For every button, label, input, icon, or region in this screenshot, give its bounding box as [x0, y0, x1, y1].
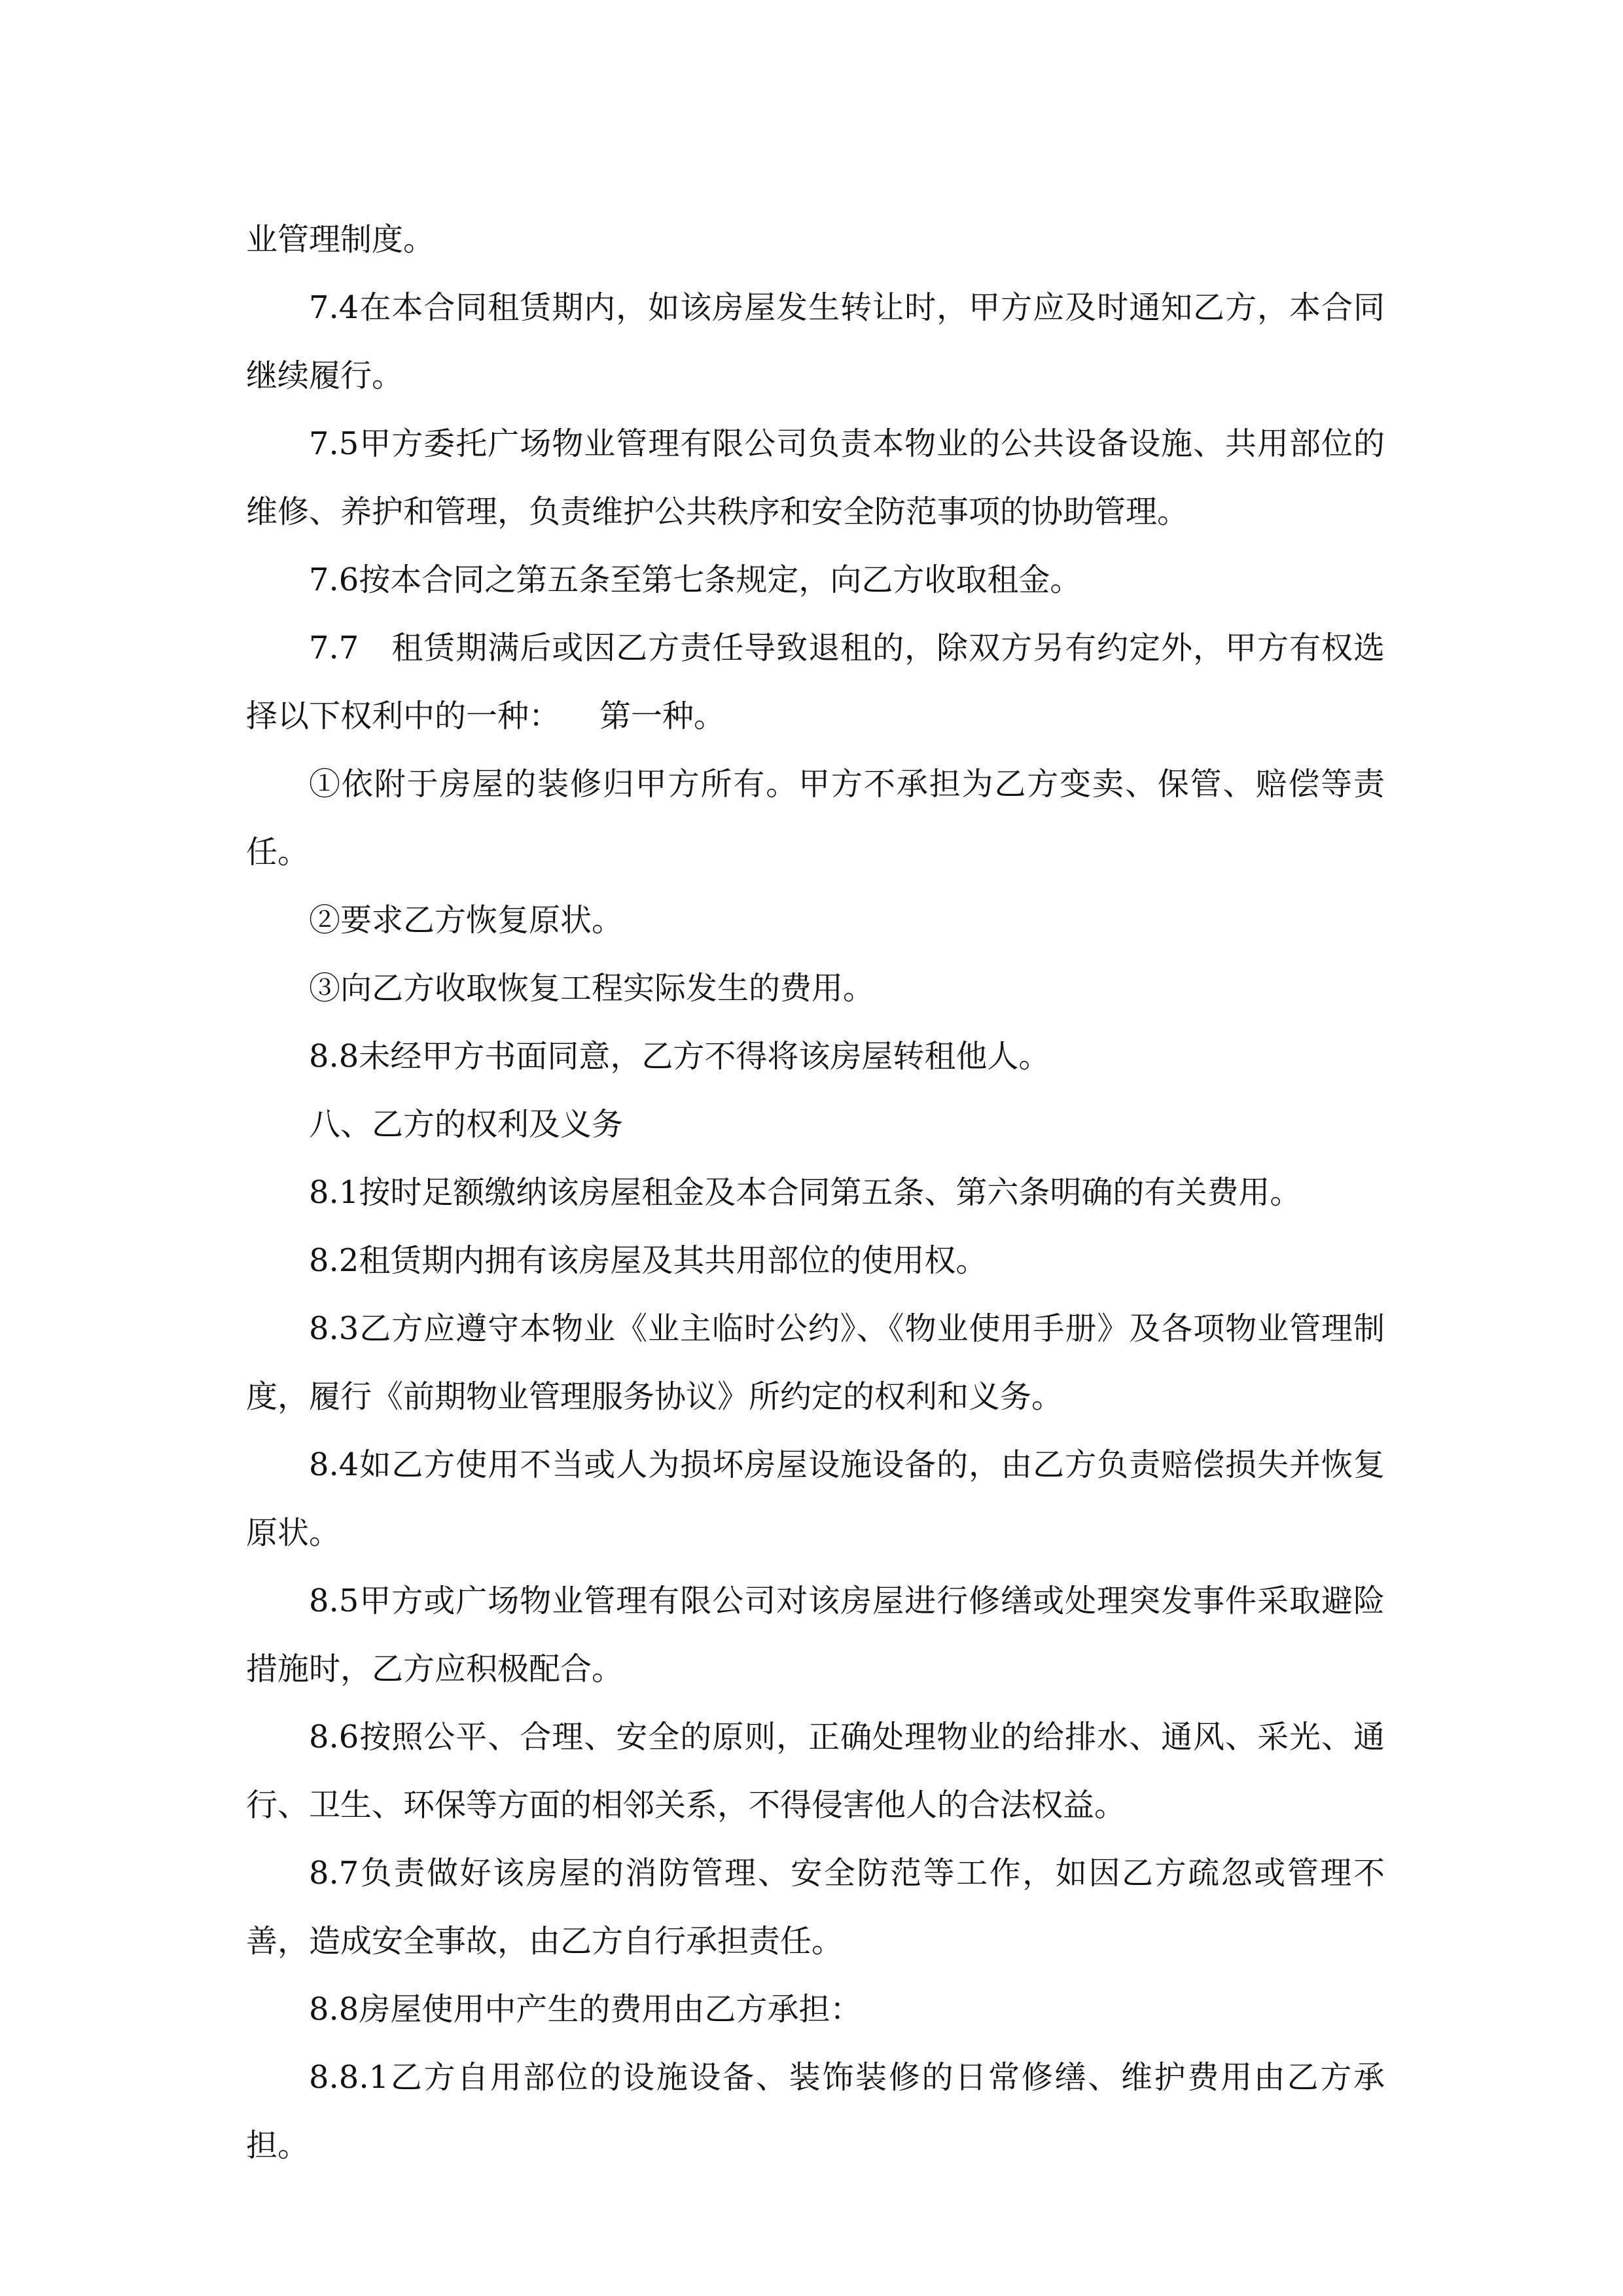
option-1: ①依附于房屋的装修归甲方所有。甲方不承担为乙方变卖、保管、赔偿等责任。: [246, 766, 1385, 870]
clause-8-4: 8.4如乙方使用不当或人为损坏房屋设施设备的，由乙方负责赔偿损失并恢复原状。: [246, 1446, 1385, 1551]
clause-7-6: 7.6按本合同之第五条至第七条规定，向乙方收取租金。: [309, 562, 1082, 598]
clause-8-5: 8.5甲方或广场物业管理有限公司对该房屋进行修缮或处理突发事件采取避险措施时，乙方应积极配合。: [246, 1583, 1385, 1687]
section-heading-8: 八、乙方的权利及义务: [309, 1106, 624, 1143]
contract-body: [246, 206, 1385, 2179]
clause-7-7-text: 7.7 租赁期满后或因乙方责任导致退租的，除双方另有约定外，甲方有权选择以下权利中的一种：: [246, 630, 1385, 734]
clause-8-8: 8.8房屋使用中产生的费用由乙方承担：: [309, 1991, 862, 2028]
clause-8-1: 8.1按时足额缴纳该房屋租金及本合同第五条、第六条明确的有关费用。: [309, 1174, 1302, 1211]
clause-8-2: 8.2租赁期内拥有该房屋及其共用部位的使用权。: [309, 1242, 988, 1279]
clause-8-3: 8.3乙方应遵守本物业《业主临时公约》、《物业使用手册》及各项物业管理制度，履行《前期物业管理服务协议》所约定的权利和义务。: [246, 1310, 1385, 1415]
clause-8-7: 8.7负责做好该房屋的消防管理、安全防范等工作，如因乙方疏忽或管理不善，造成安全事故，由乙方自行承担责任。: [246, 1855, 1385, 1960]
clause-7-7: [246, 614, 1385, 750]
paragraph-continuation: 业管理制度。: [246, 221, 435, 258]
clause-8-8-1: 8.8.1乙方自用部位的设施设备、装饰装修的日常修缮、维护费用由乙方承担。: [246, 2059, 1385, 2164]
clause-8-8-sublet: 8.8未经甲方书面同意，乙方不得将该房屋转租他人。: [309, 1038, 1050, 1075]
option-3: ③向乙方收取恢复工程实际发生的费用。: [309, 970, 875, 1007]
clause-8-6: 8.6按照公平、合理、安全的原则，正确处理物业的给排水、通风、采光、通行、卫生、环保等方面的相邻关系，不得侵害他人的合法权益。: [246, 1719, 1385, 1823]
clause-7-5: 7.5甲方委托广场物业管理有限公司负责本物业的公共设备设施、共用部位的维修、养护和管理，负责维护公共秩序和安全防范事项的协助管理。: [246, 425, 1385, 530]
clause-7-4: 7.4在本合同租赁期内，如该房屋发生转让时，甲方应及时通知乙方，本合同继续履行。: [246, 289, 1385, 394]
clause-7-7-option: 第一种。: [599, 698, 726, 734]
option-2: ②要求乙方恢复原状。: [309, 902, 624, 939]
